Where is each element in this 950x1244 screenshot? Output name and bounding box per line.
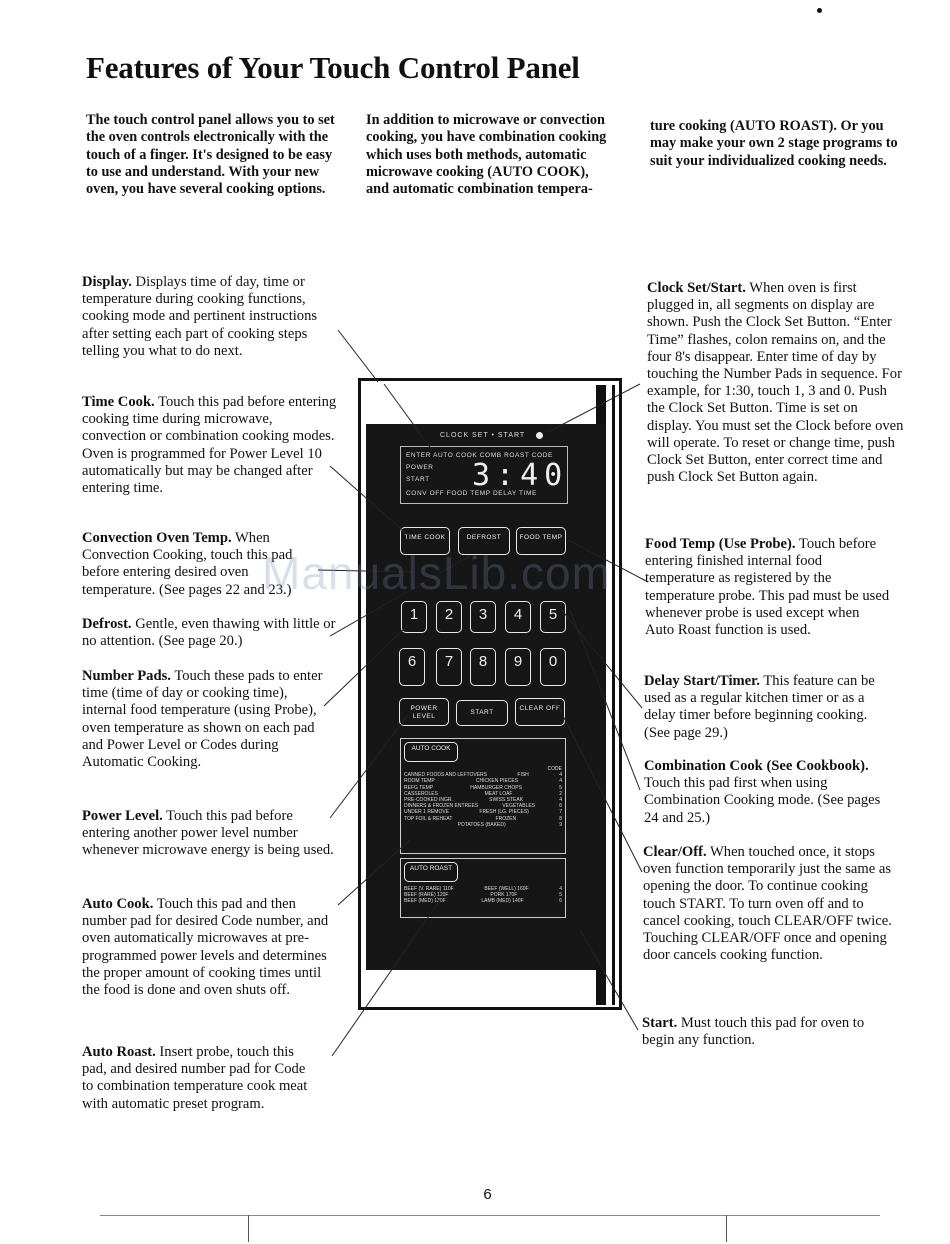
code-column-header: CODE xyxy=(547,766,562,772)
feature-term: Time Cook. xyxy=(82,394,155,410)
feature-text: Touch this pad before entering another power level number whenever microwave energy is being used. xyxy=(82,808,334,859)
chart-row: ROOM TEMP CHICKEN PIECES 4 xyxy=(404,778,562,785)
pad-label: FOOD TEMP xyxy=(519,534,563,541)
pad-label: START xyxy=(470,709,494,716)
chart-row: PRE-COOKED INGR. SWISS STEAK 4 xyxy=(404,797,562,804)
leader-line-time-cook xyxy=(330,466,408,535)
feature-term: Food Temp (Use Probe). xyxy=(645,536,796,552)
chart-row: CASSEROLES MEAT LOAF 2 xyxy=(404,790,562,797)
feature-term: Power Level. xyxy=(82,808,163,824)
leader-line-clock-set xyxy=(548,384,640,432)
feature-term: Number Pads. xyxy=(82,668,171,684)
feature-text: Insert probe, touch this pad, and desired number pad for Code to combination temperature cook meat with automatic preset program. xyxy=(82,1044,308,1112)
feature-term: Delay Start/Timer. xyxy=(644,673,760,689)
feature-text: Touch this pad and then number pad for desired Code number, and oven automatically microwaves at pre-programmed power levels and determines the proper amount of cooking times until the food is done and oven shuts off. xyxy=(82,896,329,999)
display-digits: 3:40 xyxy=(472,458,569,493)
feature-text: When Convection Cooking, touch this pad before entering desired oven temperature. (See pages 22 and 23.) xyxy=(82,530,293,598)
display-mode-row: ENTER AUTO COOK COMB ROAST CODE xyxy=(406,452,553,459)
number-pad-1[interactable]: 1 xyxy=(401,601,427,633)
leader-line-number-pads xyxy=(324,628,405,706)
auto-cook-pad[interactable]: AUTO COOK xyxy=(404,742,458,762)
chart-row: REFG TEMP HAMBURGER CHOPS 5 xyxy=(404,784,562,791)
chart-row: BEEF (V. RARE) 110F BEEF (WELL) 160F 4 xyxy=(404,886,562,892)
feature-text: This feature can be used as a regular kitchen timer or as a delay timer before beginning cooking. (See page 29.) xyxy=(644,673,875,741)
chart-row: CANNED FOODS AND LEFTOVERS FISH 4 xyxy=(404,772,562,779)
footer-rule xyxy=(100,1215,880,1216)
feature-text: Touch these pads to enter time (time of day or cooking time), internal food temperature (using Probe), oven temperature as shown on each pad and Power Level or Codes during Automatic Cooking. xyxy=(82,668,323,771)
number-pad-0[interactable]: 0 xyxy=(540,648,566,686)
footer-tick-right xyxy=(726,1215,727,1242)
leader-line-clear-off xyxy=(555,700,642,872)
feature-text: Must touch this pad for oven to begin any function. xyxy=(642,1015,865,1049)
feature-term: Display. xyxy=(82,274,132,290)
pad-label: CLEAR OFF xyxy=(519,705,561,712)
feature-text: Gentle, even thawing with little or no attention. (See page 20.) xyxy=(82,616,336,650)
number-pad-2[interactable]: 2 xyxy=(436,601,462,633)
feature-term: Auto Cook. xyxy=(82,896,154,912)
intro-column-2: In addition to microwave or convection cooking, you have combination cooking which uses both methods, automatic microwave cooking (AUTO COOK), and automatic combination tempera- xyxy=(366,112,607,198)
feature-text: Touch before entering finished internal food temperature as registered by the temperature probe. This pad must be used whenever probe is used except when Auto Roast function is used. xyxy=(645,536,890,639)
number-pad-3[interactable]: 3 xyxy=(470,601,496,633)
pad-label: POWER LEVEL xyxy=(410,705,438,720)
feature-term: Combination Cook (See Cookbook). xyxy=(644,758,869,774)
feature-term: Clock Set/Start. xyxy=(647,280,746,296)
chart-row: POTATOES (BAKED) 9 xyxy=(457,821,562,828)
number-pad-8[interactable]: 8 xyxy=(470,648,496,686)
feature-term: Defrost. xyxy=(82,616,132,632)
chart-row: TOP FOIL & REHEAT FROZEN 8 xyxy=(404,815,562,822)
leader-line-delay-start xyxy=(560,608,642,708)
leader-line-power-level xyxy=(330,715,408,818)
leader-line-auto-cook xyxy=(338,840,410,905)
watermark: ManualsLib.com xyxy=(262,547,611,599)
display-start-indicator: START xyxy=(406,476,430,483)
display-status-row: CONV OFF FOOD TEMP DELAY TIME xyxy=(406,490,537,497)
leader-line-combination xyxy=(570,610,640,790)
feature-term: Clear/Off. xyxy=(643,844,707,860)
intro-column-1: The touch control panel allows you to set the oven controls electronically with the touch of a finger. It's designed to be easy to use and understand. With your new oven, you have several cooking options. xyxy=(86,112,335,198)
chart-row: BEEF (RARE) 120F PORK 170F 5 xyxy=(404,892,562,899)
number-pad-6[interactable]: 6 xyxy=(399,648,425,686)
feature-text: Touch this pad before entering cooking time during microwave, convection or combination cooking modes. Oven is programmed for Power Level 10 automatically but may be changed after entering time. xyxy=(82,394,337,497)
feature-term: Convection Oven Temp. xyxy=(82,530,232,546)
feature-term: Auto Roast. xyxy=(82,1044,156,1060)
display-power-indicator: POWER xyxy=(406,464,434,471)
leader-line-display-inner xyxy=(384,384,432,450)
feature-text: When oven is first plugged in, all segments on display are shown. Push the Clock Set Button. “Enter Time” flashes, colon remains on, and the four 8's disappear. Enter time of day by touching the Number Pads in sequence. For example, for 1:30, touch 1, 3 and 0. Push the Clock Set Button. Time is set on display. You must set the Clock before oven will operate. To reset or change time, push Clock Set Button, enter correct time and push Clock Set Button again. xyxy=(647,280,904,486)
feature-text: Displays time of day, time or temperature during cooking functions, cooking mode and pertinent instructions after setting each part of cooking steps telling you what to do next. xyxy=(82,274,318,359)
chart-row: UNDER 1 REMOVE FRESH (LG. PIECES) 7 xyxy=(404,809,562,816)
auto-roast-pad[interactable]: AUTO ROAST xyxy=(404,862,458,882)
number-pad-9[interactable]: 9 xyxy=(505,648,531,686)
feature-term: Start. xyxy=(642,1015,678,1031)
leader-line-auto-roast xyxy=(332,900,440,1056)
chart-row: DINNERS & FROZEN ENTREES VEGETABLES 6 xyxy=(404,803,562,810)
leader-line-start xyxy=(580,930,638,1030)
number-pad-5[interactable]: 5 xyxy=(540,601,566,633)
page-title: Features of Your Touch Control Panel xyxy=(86,50,580,85)
feature-text: When touched once, it stops oven function temporarily just the same as opening the door. To continue cooking touch START. To turn oven off and to cancel cooking, touch CLEAR/OFF twice. Touching CLEAR/OFF once and opening door cancels cooking function. xyxy=(643,844,892,964)
footer-tick-left xyxy=(248,1215,249,1242)
number-pad-7[interactable]: 7 xyxy=(436,648,462,686)
leader-line-display xyxy=(338,330,378,382)
pad-label: TIME COOK xyxy=(404,534,446,541)
feature-text: Touch this pad first when using Combination Cooking mode. (See pages 24 and 25.) xyxy=(644,775,881,826)
chart-row: BEEF (MED) 130F LAMB (MED) 140F 6 xyxy=(404,898,562,905)
page-number: 6 xyxy=(483,1186,492,1203)
clock-set-start-label: CLOCK SET • START xyxy=(440,432,526,439)
intro-column-3: ture cooking (AUTO ROAST). Or you may make your own 2 stage programs to suit your individualized cooking needs. xyxy=(650,118,898,169)
number-pad-4[interactable]: 4 xyxy=(505,601,531,633)
pad-label: DEFROST xyxy=(466,534,502,541)
